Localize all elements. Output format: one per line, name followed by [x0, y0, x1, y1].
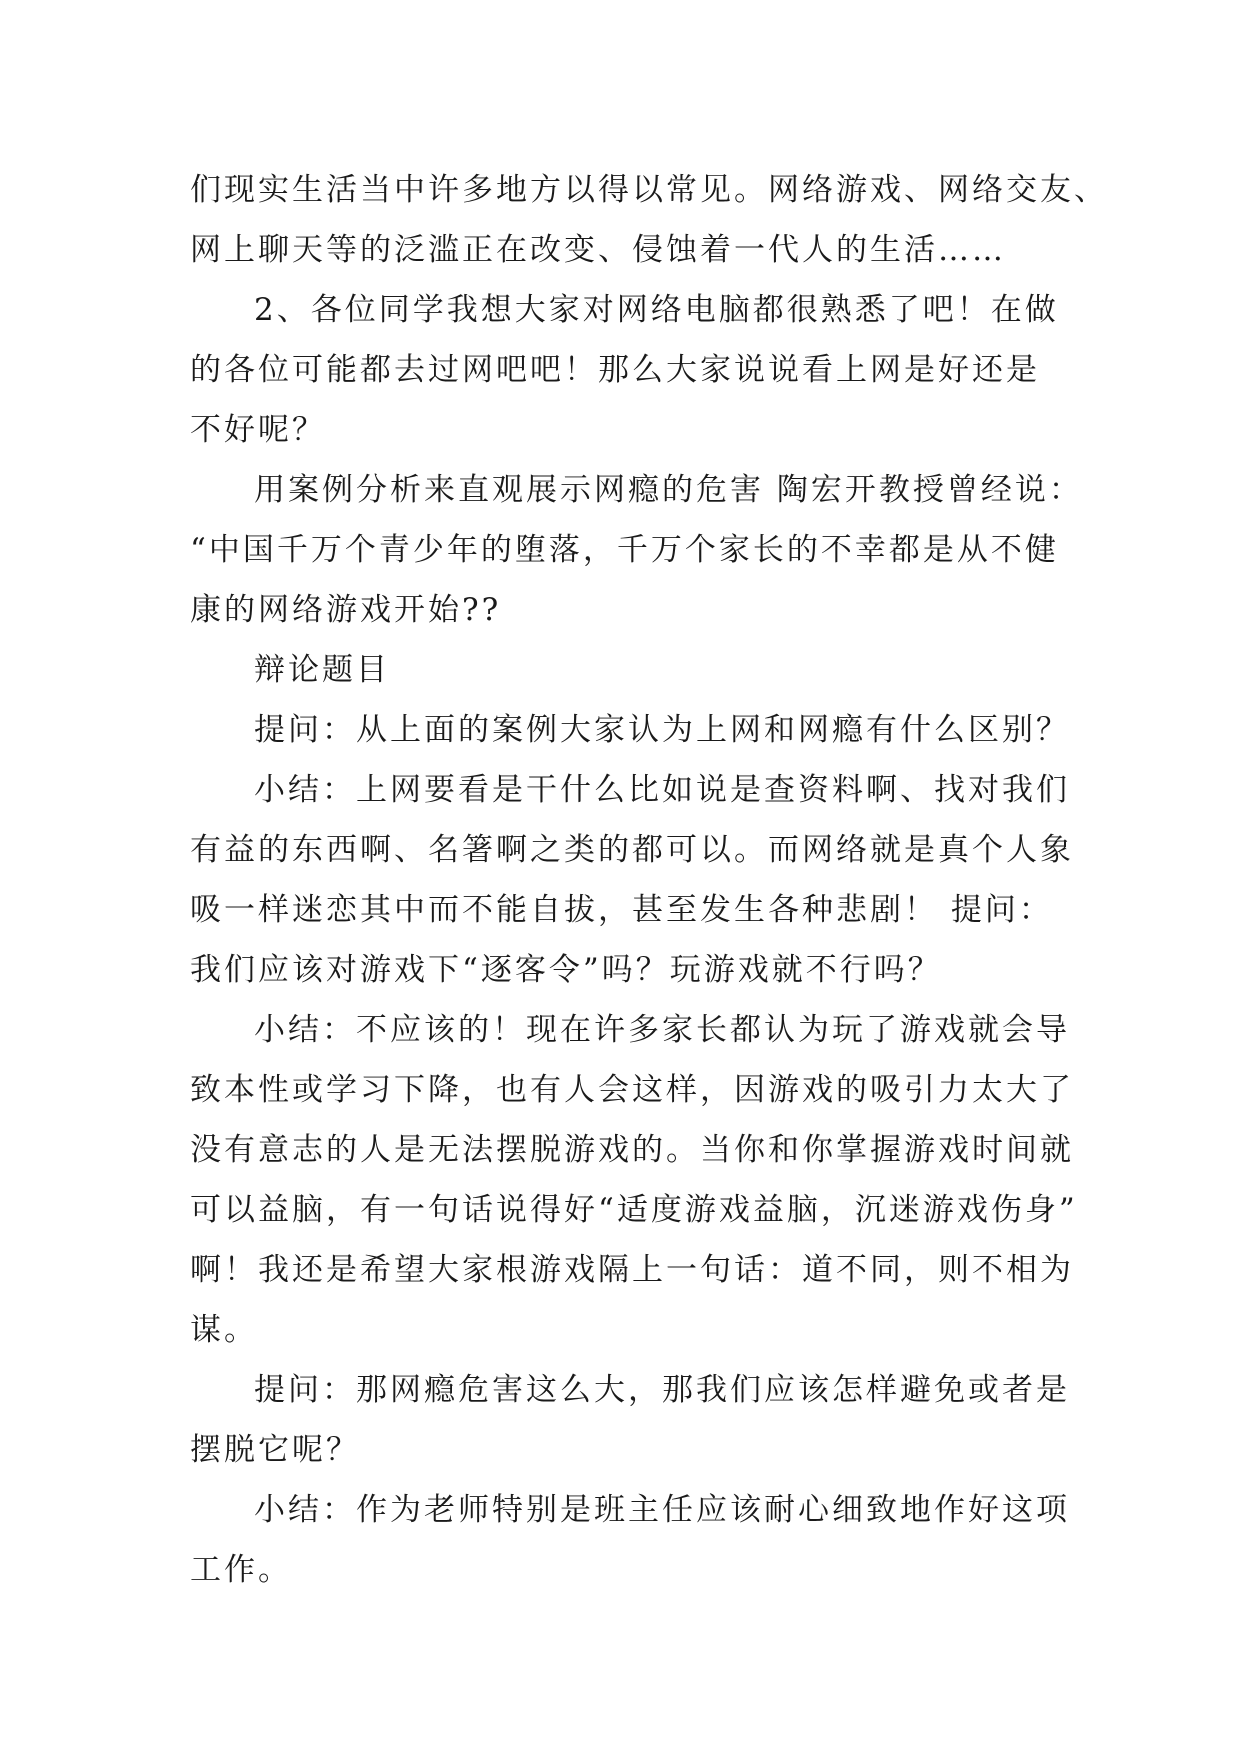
text-line: 有益的东西啊、名箸啊之类的都可以。而网络就是真个人象	[190, 832, 1074, 868]
text-line: 没有意志的人是无法摆脱游戏的。当你和你掌握游戏时间就	[190, 1132, 1074, 1168]
text-line: 吸一样迷恋其中而不能自拔，甚至发生各种悲剧！ 提问：	[190, 892, 1053, 928]
text-line: 用案例分析来直观展示网瘾的危害 陶宏开教授曾经说：	[254, 472, 1083, 508]
text-line: 小结：不应该的！现在许多家长都认为玩了游戏就会导	[254, 1012, 1070, 1048]
text-line: 谋。	[190, 1312, 258, 1348]
text-line: 可以益脑，有一句话说得好“适度游戏益脑，沉迷游戏伤身”	[190, 1192, 1078, 1228]
text-line: 不好呢？	[190, 412, 326, 448]
text-line: “中国千万个青少年的堕落，千万个家长的不幸都是从不健	[190, 532, 1059, 568]
text-line: 小结：上网要看是干什么比如说是查资料啊、找对我们	[254, 772, 1070, 808]
text-line: 啊！我还是希望大家根游戏隔上一句话：道不同，则不相为	[190, 1252, 1074, 1288]
text-line: 的各位可能都去过网吧吧！那么大家说说看上网是好还是	[190, 352, 1040, 388]
text-line: 网上聊天等的泛滥正在改变、侵蚀着一代人的生活……	[190, 232, 1006, 268]
text-line: 提问：那网瘾危害这么大，那我们应该怎样避免或者是	[254, 1372, 1070, 1408]
text-line: 小结：作为老师特别是班主任应该耐心细致地作好这项	[254, 1492, 1070, 1528]
text-line: 我们应该对游戏下“逐客令”吗？玩游戏就不行吗？	[190, 952, 942, 988]
text-line: 康的网络游戏开始??	[190, 592, 502, 628]
section-heading: 辩论题目	[254, 652, 390, 688]
text-line: 提问：从上面的案例大家认为上网和网瘾有什么区别？	[254, 712, 1070, 748]
text-line: 们现实生活当中许多地方以得以常见。网络游戏、网络交友、	[190, 172, 1108, 208]
document-body	[190, 160, 1108, 1600]
text-line: 工作。	[190, 1552, 292, 1588]
text-line: 摆脱它呢？	[190, 1432, 360, 1468]
text-line: 2、各位同学我想大家对网络电脑都很熟悉了吧！在做	[254, 292, 1059, 328]
text-line: 致本性或学习下降，也有人会这样，因游戏的吸引力太大了	[190, 1072, 1074, 1108]
